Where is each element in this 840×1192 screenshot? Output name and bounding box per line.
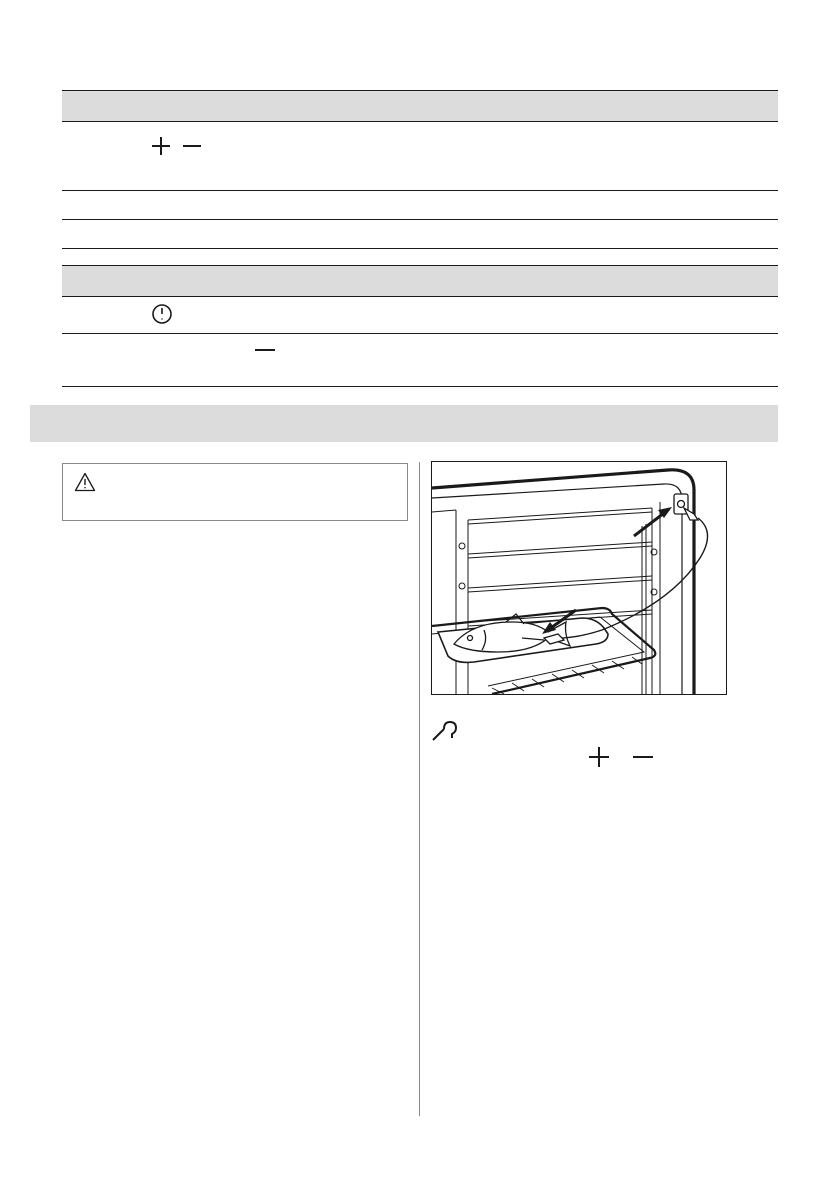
table-row-divider <box>62 219 778 220</box>
shelf-runners <box>459 508 657 694</box>
table-row-divider <box>62 386 778 387</box>
warning-box <box>62 463 408 521</box>
minus-icon <box>632 746 654 768</box>
oven-illustration <box>432 462 726 694</box>
table-row-divider <box>62 248 778 249</box>
table-header-row <box>62 265 778 297</box>
table-row-divider <box>62 190 778 191</box>
warning-triangle-icon <box>74 472 96 492</box>
sensor-icon <box>431 720 457 742</box>
column-divider <box>419 462 420 1116</box>
minus-icon <box>182 136 202 156</box>
table-header-row <box>62 90 778 122</box>
clock-icon <box>151 303 173 325</box>
section-heading-band <box>30 405 778 442</box>
table-row-divider <box>62 333 778 334</box>
plus-icon <box>151 136 171 156</box>
plus-icon <box>588 746 610 768</box>
oven-sensor-figure <box>431 461 727 695</box>
minus-icon <box>254 340 276 360</box>
